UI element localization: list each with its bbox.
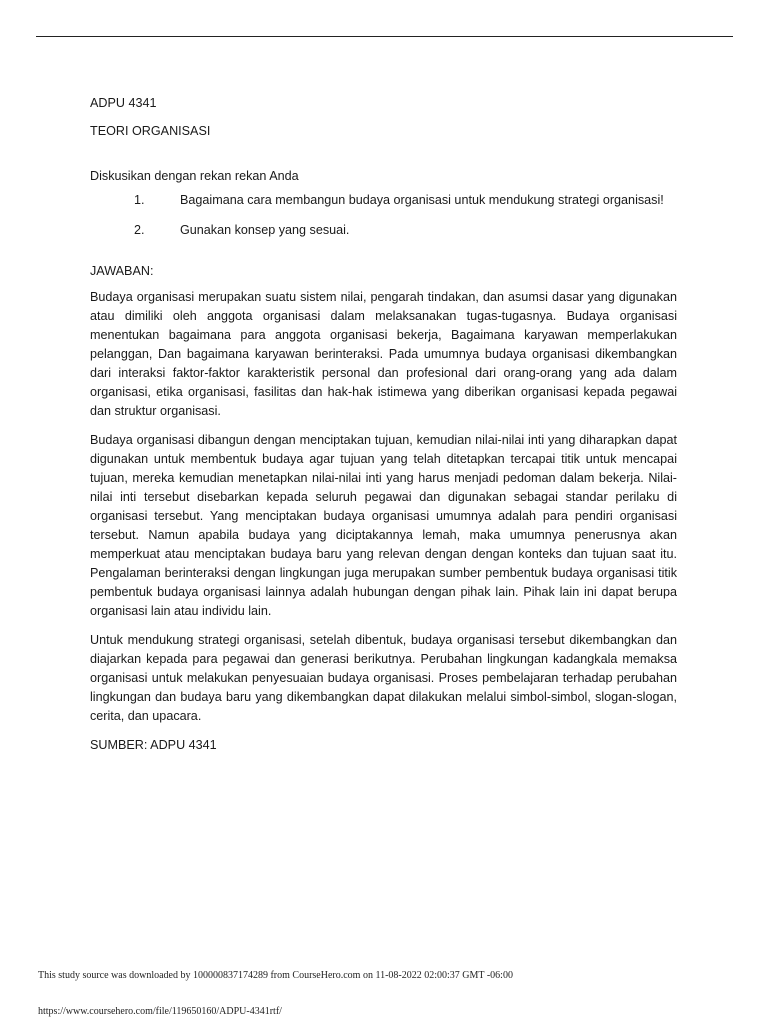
source-url-link[interactable]: https://www.coursehero.com/file/119650160/ADPU-4341rtf/	[38, 1006, 282, 1017]
answer-paragraph: Budaya organisasi merupakan suatu sistem nilai, pengarah tindakan, dan asumsi dasar yang digunakan atau dimiliki oleh anggota organisasi dalam melaksanakan tugas-tugasnya. Budaya organisasi menentukan bagaimana para anggota organisasi bekerja, Bagaimana karyawan memperlakukan pelanggan, Dan bagaimana karyawan berinteraksi. Pada umumnya budaya organisasi dikembangkan dari interaksi faktor-faktor karakteristik personal dan profesional dari orang-orang yang ada dalam organisasi, etika organisasi, fasilitas dan hak-hak istimewa yang diberikan organisasi kepada pegawai dan struktur organisasi.	[90, 290, 677, 418]
instruction-text: Diskusikan dengan rekan rekan Anda	[90, 169, 299, 183]
source-citation: SUMBER: ADPU 4341	[90, 738, 217, 752]
answer-paragraph: Budaya organisasi dibangun dengan menciptakan tujuan, kemudian nilai-nilai inti yang diharapkan dapat digunakan untuk membentuk budaya agar tujuan yang telah ditetapkan tercapai titik untuk mencapai tujuan, mereka kemudian menetapkan nilai-nilai inti yang harus menjadi pedoman dalam bekerja. Nilai-nilai inti tersebut disebarkan kepada seluruh pegawai dan digunakan sebagai standar perilaku di organisasi tersebut. Yang menciptakan budaya organisasi umumnya adalah para pendiri organisasi tersebut. Namun apabila budaya yang diciptakannya lemah, maka umumnya penerusnya akan memperkuat atau menciptakan budaya baru yang relevan dengan dengan konteks dan tujuan saat itu. Pengalaman berinteraksi dengan lingkungan juga merupakan sumber pembentuk budaya organisasi titik pembentuk budaya organisasi lainnya adalah hubungan dengan pihak lain. Pihak lain ini dapat berupa organisasi lain atau individu lain.	[90, 433, 677, 618]
question-item	[90, 191, 677, 210]
answer-heading: JAWABAN:	[90, 264, 154, 278]
header-divider	[36, 36, 733, 37]
document-body	[90, 94, 677, 755]
question-text: Bagaimana cara membangun budaya organisasi untuk mendukung strategi organisasi!	[180, 193, 664, 207]
question-item	[90, 221, 677, 240]
question-number: 2.	[134, 223, 145, 237]
question-number: 1.	[134, 193, 145, 207]
download-notice: This study source was downloaded by 100000837174289 from CourseHero.com on 11-08-2022 02:00:37 GMT -06:00	[38, 970, 513, 981]
course-code: ADPU 4341	[90, 96, 157, 110]
question-text: Gunakan konsep yang sesuai.	[180, 223, 350, 237]
course-title: TEORI ORGANISASI	[90, 124, 211, 138]
answer-paragraph: Untuk mendukung strategi organisasi, setelah dibentuk, budaya organisasi tersebut dikembangkan dan diajarkan kepada para pegawai dan generasi berikutnya. Perubahan lingkungan kadangkala memaksa organisasi untuk melakukan penyesuaian budaya organisasi. Proses pembelajaran terhadap perubahan lingkungan dan budaya baru yang dikembangkan dapat dilakukan melalui simbol-simbol, slogan-slogan, cerita, dan upacara.	[90, 633, 677, 723]
question-list	[90, 191, 677, 240]
